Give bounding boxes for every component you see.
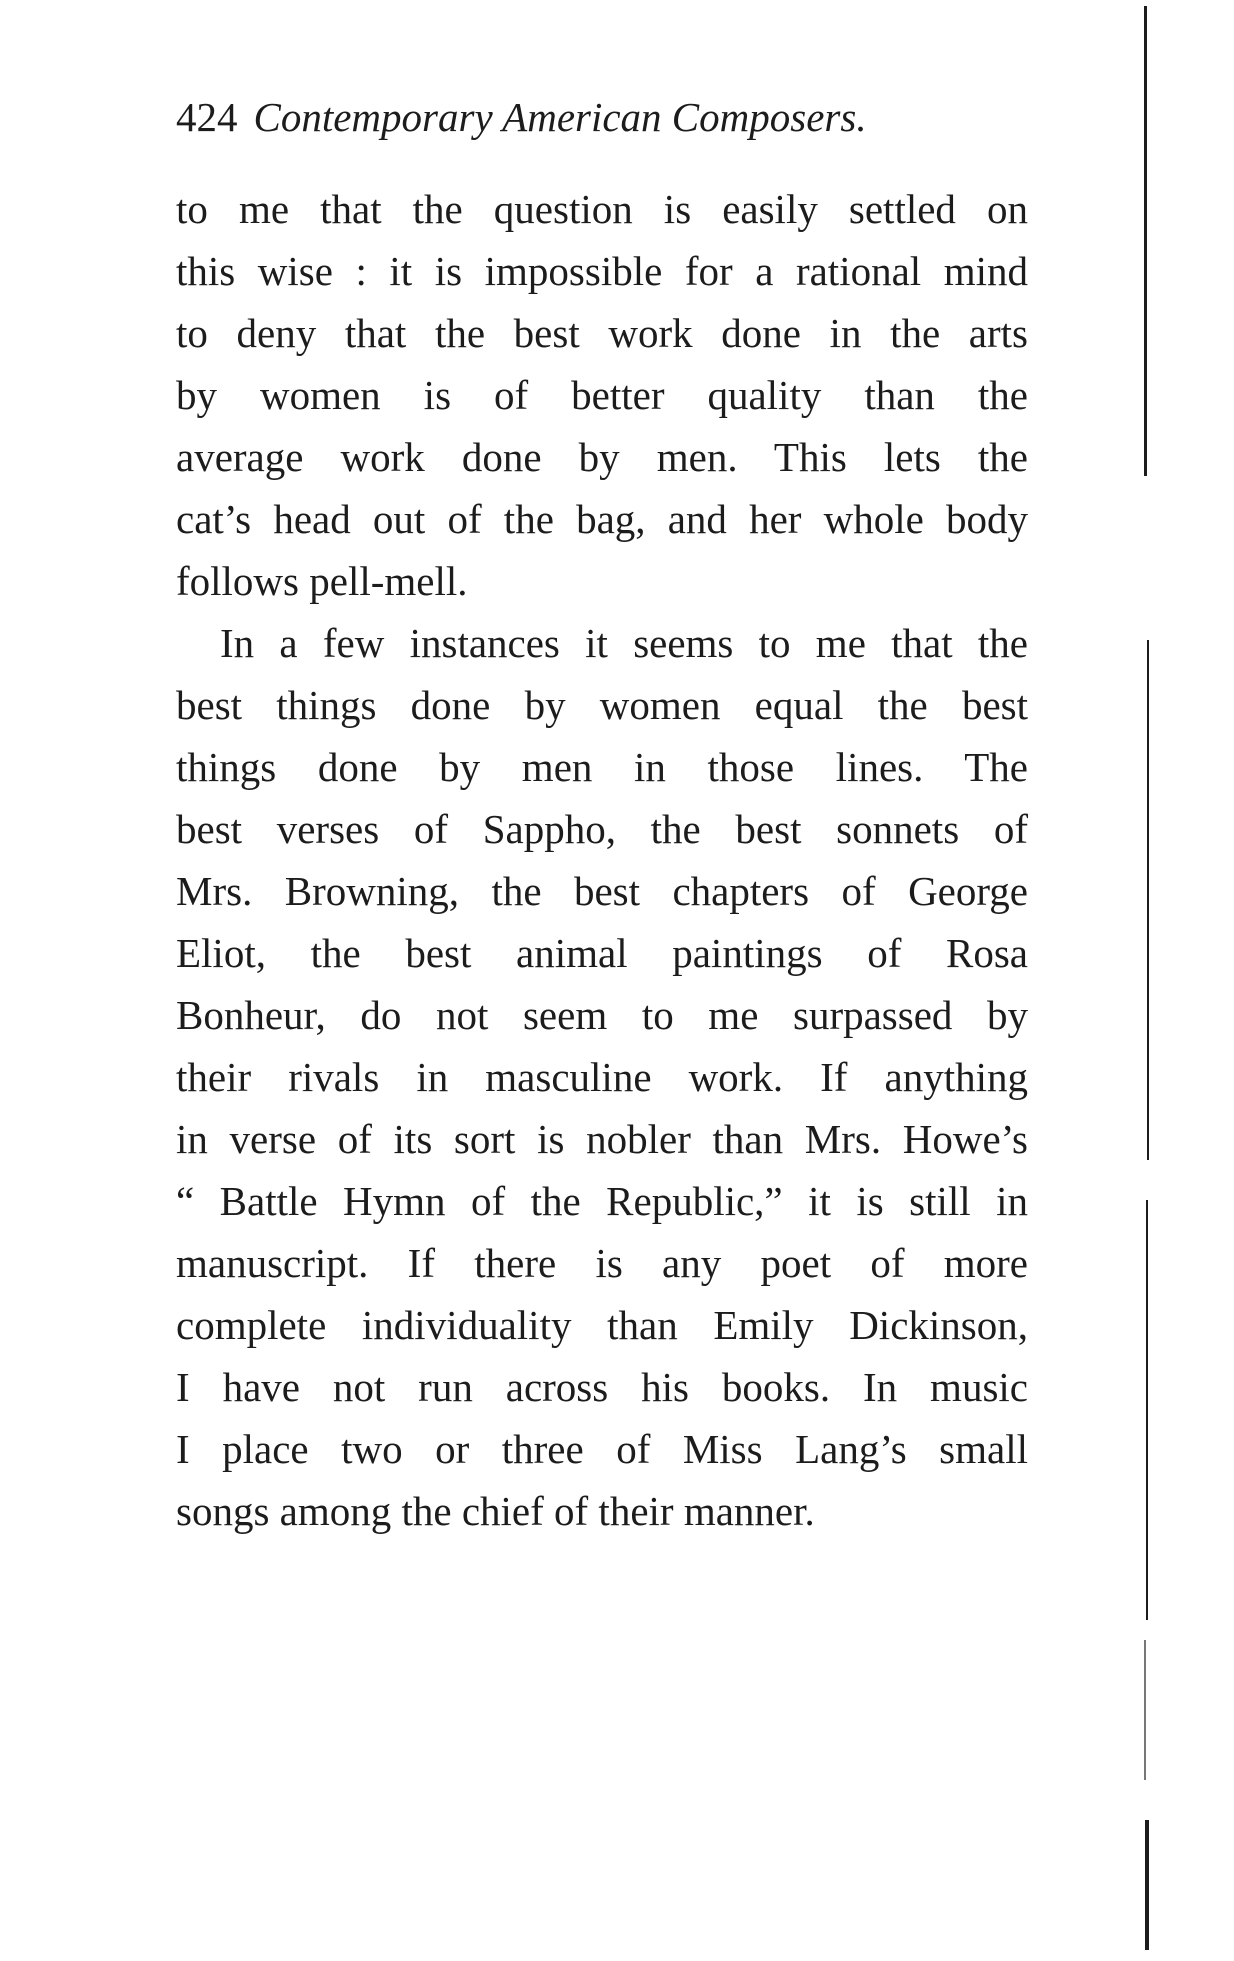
page-number: 424: [176, 94, 238, 140]
text-line: Bonheur, do not seem to me surpassed by: [176, 992, 1028, 1038]
paragraph-2: [176, 612, 1028, 1542]
text-line: songs among the chief of their manner.: [176, 1488, 815, 1534]
page-edge-mark: [1145, 1820, 1149, 1950]
text-line: Mrs. Browning, the best chapters of George: [176, 868, 1028, 914]
page-edge-mark: [1146, 1200, 1148, 1620]
text-line: Eliot, the best animal paintings of Rosa: [176, 930, 1028, 976]
text-line: things done by men in those lines. The: [176, 744, 1028, 790]
page-edge-mark: [1144, 6, 1147, 476]
book-title: Contemporary American Composers.: [253, 94, 867, 140]
text-line: to me that the question is easily settled on: [176, 186, 1028, 232]
text-line: this wise : it is impossible for a rational mind: [176, 248, 1028, 294]
page-edge-mark: [1144, 1640, 1146, 1780]
page-edge-mark: [1147, 640, 1149, 1160]
text-line: In a few instances it seems to me that the: [220, 620, 1028, 666]
running-head: [176, 92, 867, 142]
text-line: complete individuality than Emily Dickinson,: [176, 1302, 1028, 1348]
text-line: in verse of its sort is nobler than Mrs. Howe’s: [176, 1116, 1028, 1162]
text-line: to deny that the best work done in the arts: [176, 310, 1028, 356]
paragraph-1: [176, 178, 1028, 612]
text-line: “ Battle Hymn of the Republic,” it is still in: [176, 1178, 1028, 1224]
text-line: best things done by women equal the best: [176, 682, 1028, 728]
text-line: their rivals in masculine work. If anything: [176, 1054, 1028, 1100]
text-line: cat’s head out of the bag, and her whole body: [176, 496, 1028, 542]
text-line: I have not run across his books. In music: [176, 1364, 1028, 1410]
text-body: [176, 178, 1028, 1542]
text-line: manuscript. If there is any poet of more: [176, 1240, 1028, 1286]
text-line: by women is of better quality than the: [176, 372, 1028, 418]
text-line: follows pell-mell.: [176, 558, 468, 604]
text-line: average work done by men. This lets the: [176, 434, 1028, 480]
text-line: best verses of Sappho, the best sonnets of: [176, 806, 1028, 852]
text-line: I place two or three of Miss Lang’s small: [176, 1426, 1028, 1472]
